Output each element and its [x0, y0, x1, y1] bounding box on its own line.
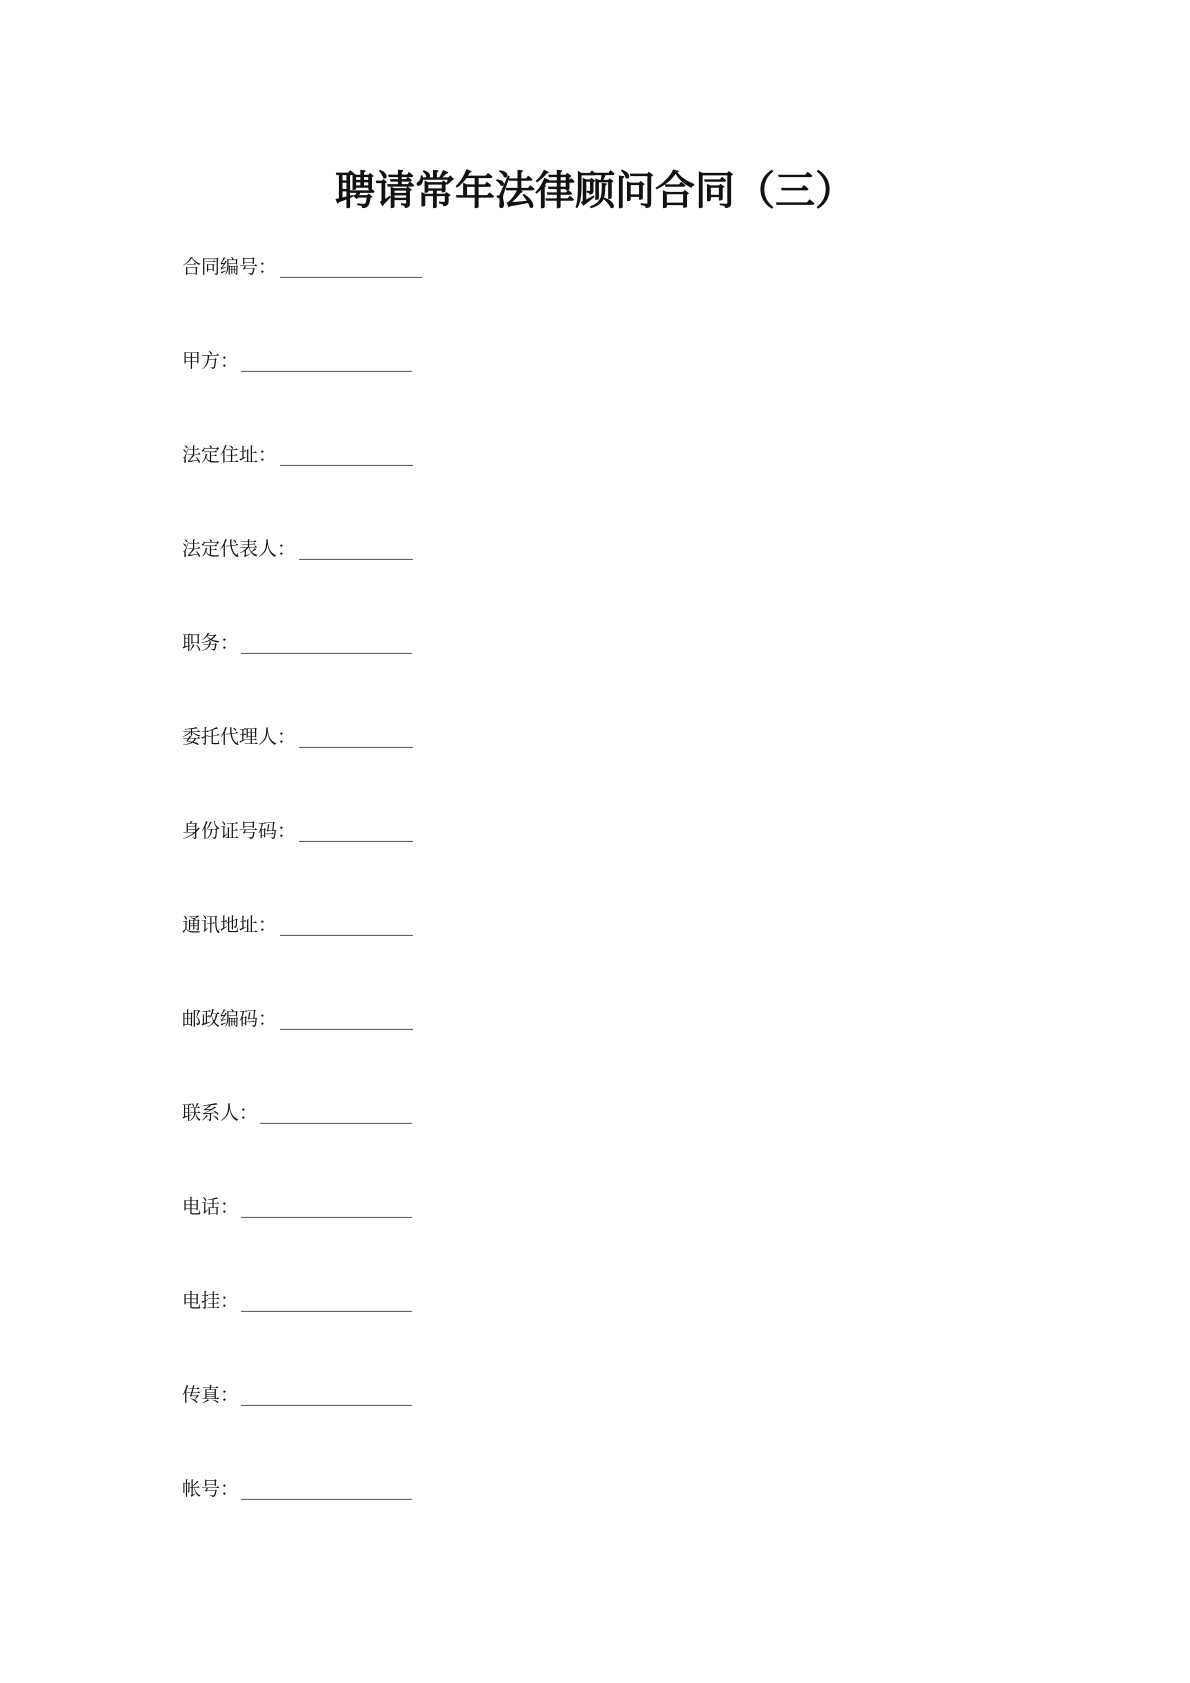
fill-in-blank[interactable]: __________________ — [241, 350, 412, 372]
field-label: 帐号： — [182, 1478, 240, 1500]
field-label: 合同编号： — [182, 256, 278, 278]
field-legal-representative — [182, 532, 982, 626]
field-contact-person — [182, 1096, 982, 1190]
field-label: 法定住址： — [182, 444, 278, 466]
field-label: 联系人： — [182, 1102, 259, 1124]
fill-in-blank[interactable]: ____________ — [299, 820, 413, 842]
field-label: 传真： — [182, 1384, 240, 1406]
field-postal-code — [182, 1002, 982, 1096]
fill-in-blank[interactable]: ______________ — [280, 1008, 413, 1030]
field-fax — [182, 1378, 982, 1472]
fill-in-blank[interactable]: ______________ — [280, 914, 413, 936]
fill-in-blank[interactable]: __________________ — [241, 1478, 412, 1500]
fill-in-blank[interactable]: ____________ — [299, 726, 413, 748]
fill-in-blank[interactable]: ____________ — [299, 538, 413, 560]
field-party-a — [182, 344, 982, 438]
field-telephone — [182, 1190, 982, 1284]
field-label: 电话： — [182, 1196, 240, 1218]
fill-in-blank[interactable]: ________________ — [260, 1102, 412, 1124]
field-label: 身份证号码： — [182, 820, 297, 842]
field-id-number — [182, 814, 982, 908]
field-telegraph — [182, 1284, 982, 1378]
field-label: 法定代表人： — [182, 538, 297, 560]
field-authorized-agent — [182, 720, 982, 814]
field-label: 职务： — [182, 632, 240, 654]
fill-in-blank[interactable]: __________________ — [241, 1290, 412, 1312]
field-label: 通讯地址： — [182, 914, 278, 936]
field-account-number — [182, 1472, 982, 1566]
field-label: 邮政编码： — [182, 1008, 278, 1030]
fill-in-blank[interactable]: __________________ — [241, 1196, 412, 1218]
field-contract-number — [182, 250, 982, 344]
contract-fields — [182, 250, 982, 1566]
fill-in-blank[interactable]: __________________ — [241, 1384, 412, 1406]
fill-in-blank[interactable]: __________________ — [241, 632, 412, 654]
field-label: 委托代理人： — [182, 726, 297, 748]
fill-in-blank[interactable]: ______________ — [280, 444, 413, 466]
field-label: 甲方： — [182, 350, 240, 372]
field-label: 电挂： — [182, 1290, 240, 1312]
field-position — [182, 626, 982, 720]
field-mailing-address — [182, 908, 982, 1002]
document-title: 聘请常年法律顾问合同（三） — [335, 167, 855, 214]
field-legal-address — [182, 438, 982, 532]
fill-in-blank[interactable]: _______________ — [280, 256, 423, 278]
